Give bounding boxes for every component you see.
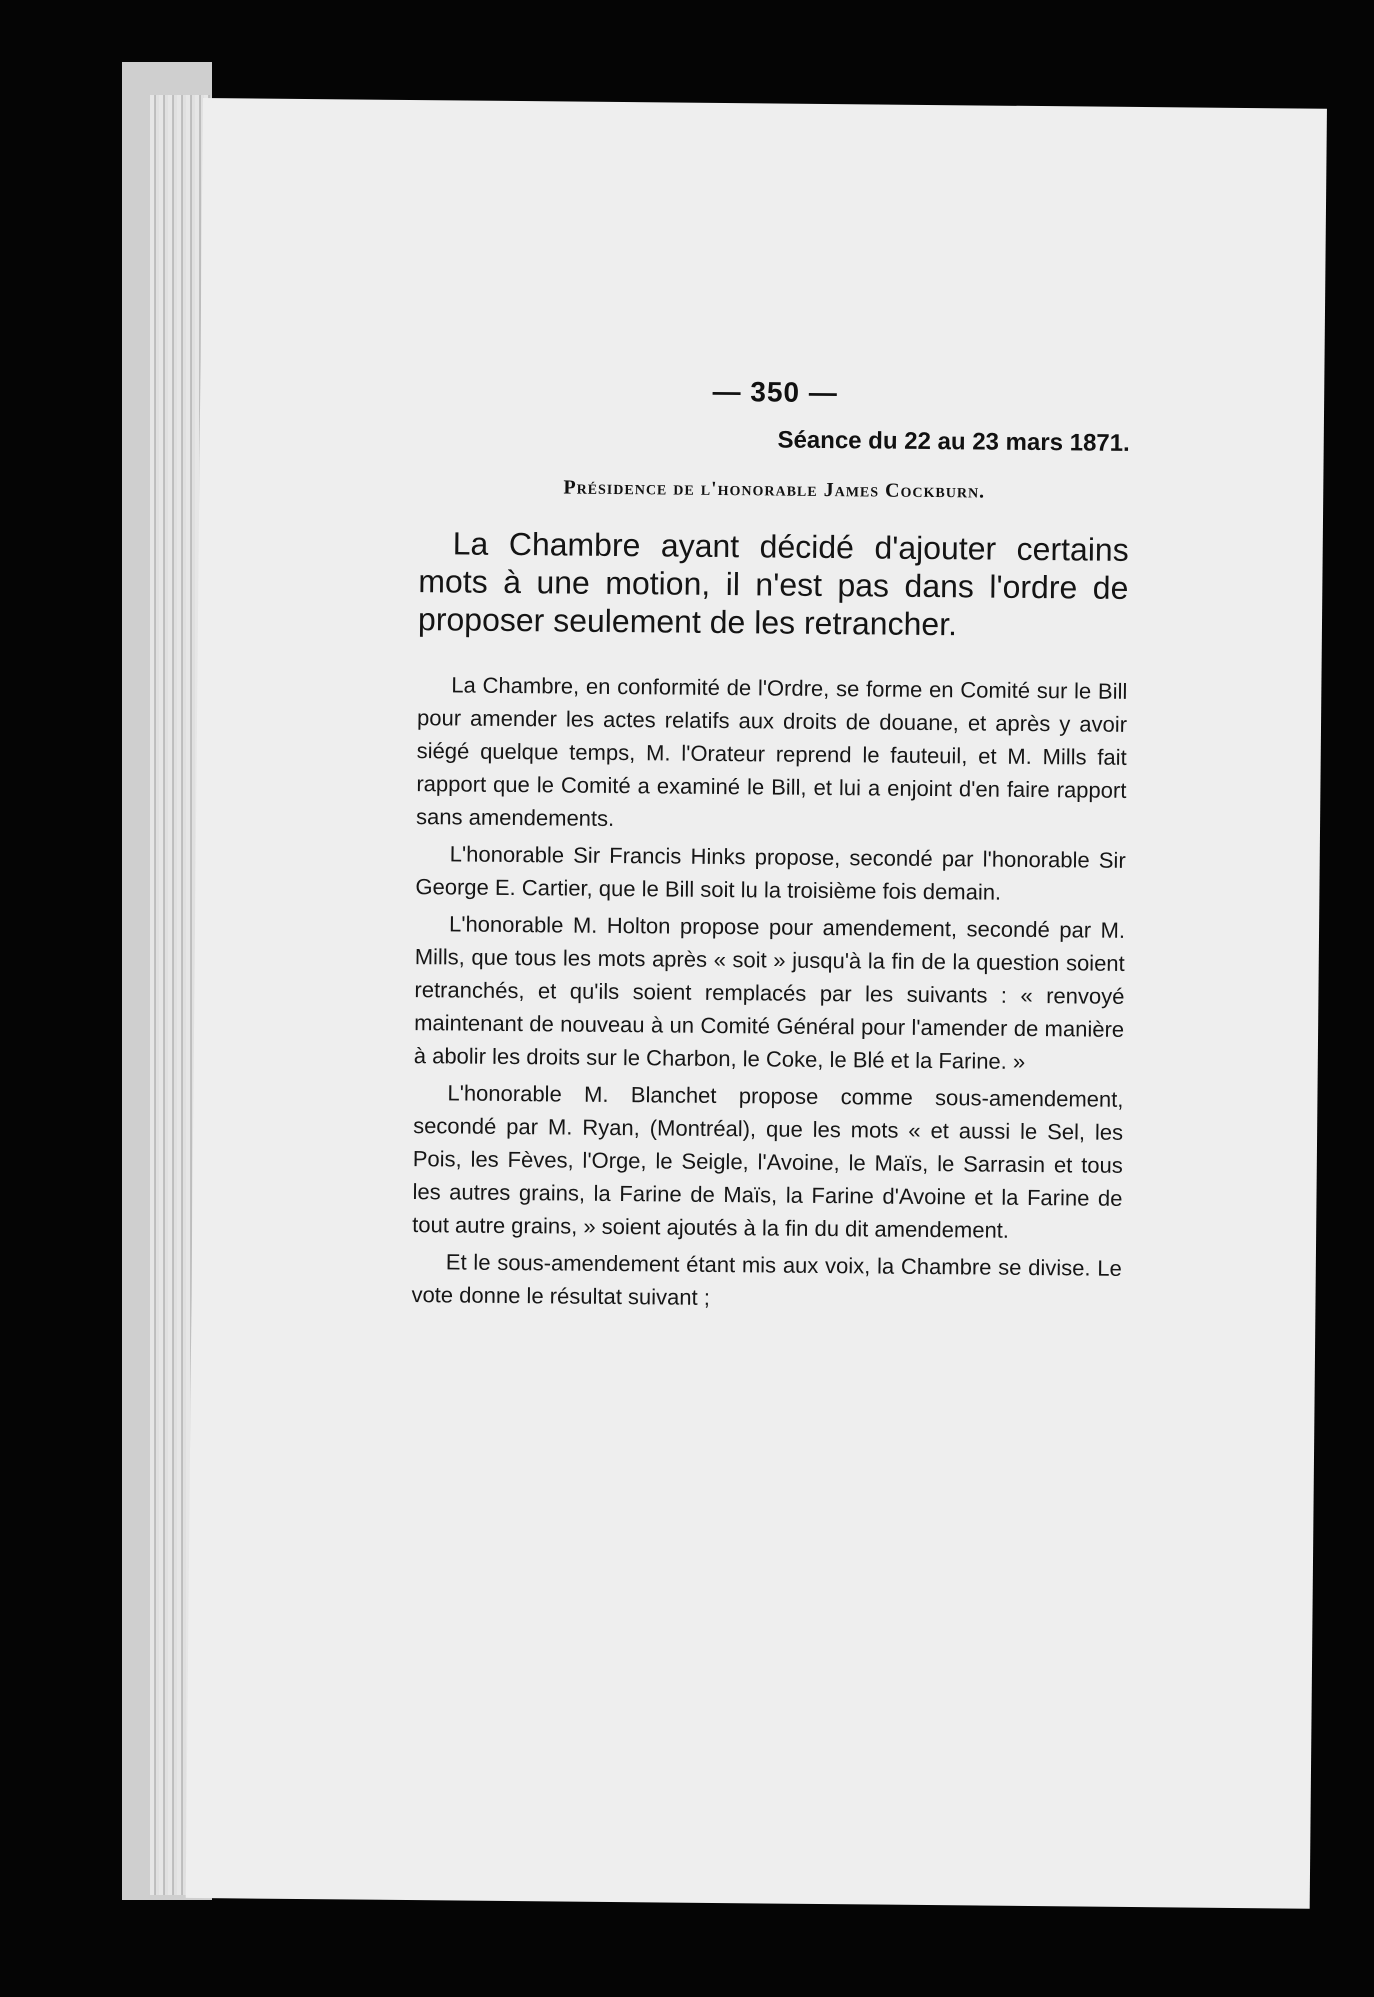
session-heading: Séance du 22 au 23 mars 1871. — [777, 426, 1130, 457]
paragraph-sub-amendment: L'honorable M. Blanchet propose comme sous-amendement, secondé par M. Ryan, (Montréal), que les mots « et aussi le Sel, les Pois, les Fèves, l'Orge, le Seigle, l'Avoine, le Maïs, le Sarrasin et tous les autres grains, la Farine de Maïs, la Farine d'Avoine et la Farine de tout autre grains, » soient ajoutés à la fin du dit amendement. — [412, 1080, 1124, 1243]
page-content — [411, 373, 1130, 1322]
paragraph-vote: Et le sous-amendement étant mis aux voix, la Chambre se divise. Le vote donne le résultat suivant ; — [411, 1249, 1122, 1310]
presidency-heading: Présidence de l'honorable James Cockburn. — [563, 476, 986, 503]
paragraph-amendment: L'honorable M. Holton propose pour amendement, secondé par M. Mills, que tous les mots après « soit » jusqu'à la fin de la question soient retranchés, et qu'ils soient remplacés par les suivants : « renvoyé maintenant de nouveau à un Comité Général pour l'amender de manière à abolir les droits sur le Charbon, le Coke, le Blé et la Farine. » — [413, 911, 1126, 1074]
book-page — [186, 98, 1327, 1909]
ruling-headline: La Chambre ayant décidé d'ajouter certains mots à une motion, il n'est pas dans l'ordre de proposer seulement de les retrancher. — [417, 525, 1129, 643]
page-number: — 350 — — [712, 375, 838, 409]
paragraph-third-reading: L'honorable Sir Francis Hinks propose, secondé par l'honorable Sir George E. Cartier, que le Bill soit lu la troisième fois demain. — [415, 841, 1126, 905]
paragraph-committee: La Chambre, en conformité de l'Ordre, se forme en Comité sur le Bill pour amender les actes relatifs aux droits de douane, et après y avoir siégé quelque temps, M. l'Orateur reprend le fauteuil, et M. Mills fait rapport que le Comité a examiné le Bill, et lui a enjoint d'en faire rapport sans amendements. — [415, 672, 1128, 831]
